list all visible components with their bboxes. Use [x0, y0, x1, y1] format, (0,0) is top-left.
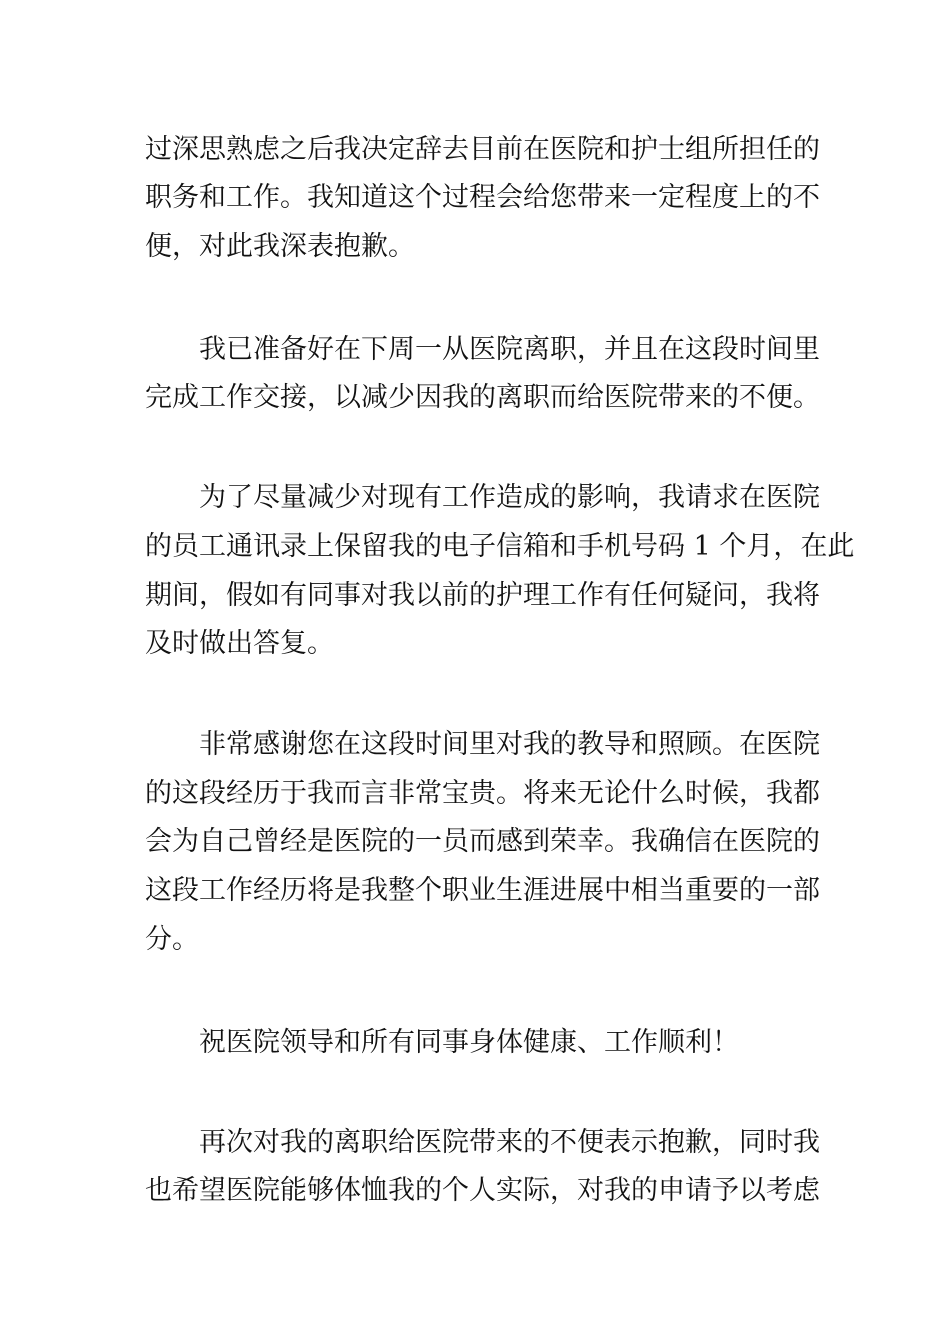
- paragraph-6-line-2: 也希望医院能够体恤我的个人实际，对我的申请予以考虑: [145, 1175, 820, 1206]
- paragraph-2-line-2: 完成工作交接，以减少因我的离职而给医院带来的不便。: [145, 382, 820, 413]
- paragraph-4-line-3: 会为自己曾经是医院的一员而感到荣幸。我确信在医院的: [145, 826, 820, 857]
- paragraph-4-line-4: 这段工作经历将是我整个职业生涯进展中相当重要的一部: [145, 875, 820, 906]
- paragraph-6-line-1: 再次对我的离职给医院带来的不便表示抱歉，同时我: [199, 1127, 820, 1158]
- paragraph-3-line-3: 期间，假如有同事对我以前的护理工作有任何疑问，我将: [145, 580, 820, 611]
- paragraph-4-line-1: 非常感谢您在这段时间里对我的教导和照顾。在医院: [199, 729, 820, 760]
- paragraph-3-line-2: 的员工通讯录上保留我的电子信箱和手机号码 1 个月，在此: [145, 531, 855, 562]
- paragraph-3-line-1: 为了尽量减少对现有工作造成的影响，我请求在医院: [199, 482, 820, 513]
- paragraph-4-line-5: 分。: [145, 924, 199, 955]
- paragraph-1-line-3: 便，对此我深表抱歉。: [145, 231, 415, 262]
- paragraph-4-line-2: 的这段经历于我而言非常宝贵。将来无论什么时候，我都: [145, 778, 820, 809]
- paragraph-1-line-2: 职务和工作。我知道这个过程会给您带来一定程度上的不: [145, 182, 820, 213]
- paragraph-3-line-4: 及时做出答复。: [145, 628, 334, 659]
- paragraph-2-line-1: 我已准备好在下周一从医院离职，并且在这段时间里: [199, 334, 820, 365]
- paragraph-5-line-1: 祝医院领导和所有同事身体健康、工作顺利！: [199, 1027, 739, 1058]
- paragraph-1-line-1: 过深思熟虑之后我决定辞去目前在医院和护士组所担任的: [145, 134, 820, 165]
